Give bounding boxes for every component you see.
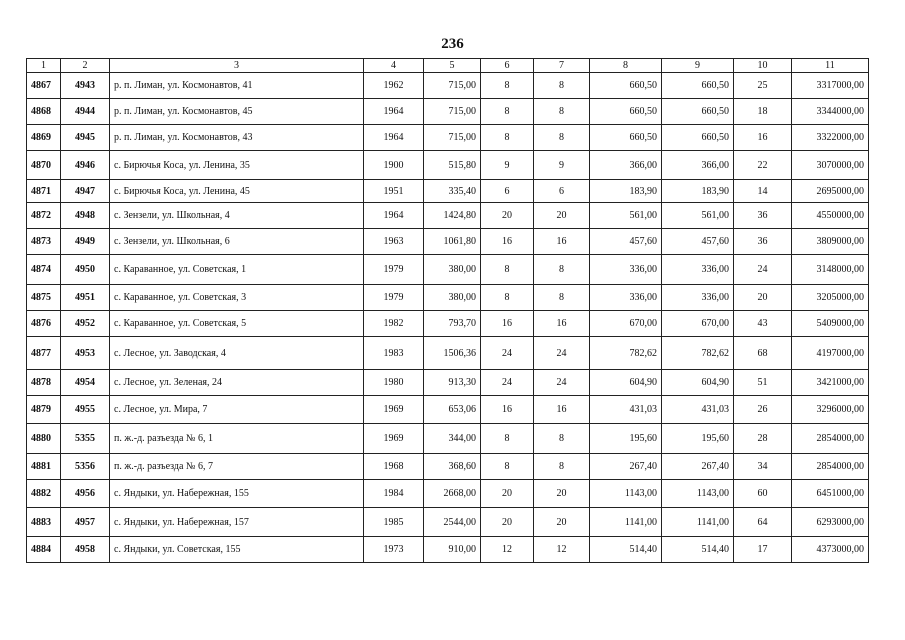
- column-number-9: 9: [662, 59, 734, 73]
- table-cell: 1424,80: [424, 203, 481, 229]
- table-cell: 366,00: [662, 151, 734, 180]
- table-cell: р. п. Лиман, ул. Космонавтов, 43: [110, 125, 364, 151]
- table-cell: 1985: [364, 508, 424, 537]
- table-cell: 782,62: [590, 337, 662, 370]
- table-row: [27, 285, 869, 311]
- table-cell: 12: [534, 537, 590, 563]
- table-cell: 5355: [61, 424, 110, 454]
- table-cell: 561,00: [590, 203, 662, 229]
- table-cell: 4877: [27, 337, 61, 370]
- table-cell: 4373000,00: [792, 537, 869, 563]
- column-number-1: 1: [27, 59, 61, 73]
- table-cell: 6451000,00: [792, 480, 869, 508]
- table-cell: 336,00: [590, 285, 662, 311]
- table-cell: 8: [481, 255, 534, 285]
- table-cell: 4869: [27, 125, 61, 151]
- table-cell: 8: [534, 454, 590, 480]
- table-cell: 3317000,00: [792, 73, 869, 99]
- column-number-11: 11: [792, 59, 869, 73]
- table-cell: 4870: [27, 151, 61, 180]
- table-cell: 12: [481, 537, 534, 563]
- table-cell: 1979: [364, 255, 424, 285]
- table-cell: 4944: [61, 99, 110, 125]
- table-cell: 20: [534, 480, 590, 508]
- table-cell: 793,70: [424, 311, 481, 337]
- table-cell: р. п. Лиман, ул. Космонавтов, 45: [110, 99, 364, 125]
- table-cell: 6: [534, 180, 590, 203]
- table-cell: 16: [481, 229, 534, 255]
- table-cell: 660,50: [590, 73, 662, 99]
- table-cell: 195,60: [662, 424, 734, 454]
- table-cell: 60: [734, 480, 792, 508]
- table-cell: 36: [734, 229, 792, 255]
- table-cell: 3205000,00: [792, 285, 869, 311]
- column-number-2: 2: [61, 59, 110, 73]
- table-cell: 8: [481, 454, 534, 480]
- table-cell: 4949: [61, 229, 110, 255]
- table-cell: 24: [481, 370, 534, 396]
- table-cell: 515,80: [424, 151, 481, 180]
- table-row: [27, 151, 869, 180]
- table-cell: 1964: [364, 125, 424, 151]
- table-cell: 8: [534, 73, 590, 99]
- table-cell: 3070000,00: [792, 151, 869, 180]
- table-cell: п. ж.-д. разъезда № 6, 1: [110, 424, 364, 454]
- housing-register-table: [26, 58, 869, 563]
- table-cell: 4879: [27, 396, 61, 424]
- table-cell: 4957: [61, 508, 110, 537]
- table-cell: 18: [734, 99, 792, 125]
- table-cell: 3344000,00: [792, 99, 869, 125]
- table-cell: 8: [481, 125, 534, 151]
- table-cell: 457,60: [662, 229, 734, 255]
- table-row: [27, 99, 869, 125]
- table-cell: с. Зензели, ул. Школьная, 4: [110, 203, 364, 229]
- table-cell: 14: [734, 180, 792, 203]
- table-cell: 561,00: [662, 203, 734, 229]
- table-cell: 1982: [364, 311, 424, 337]
- table-row: [27, 229, 869, 255]
- table-cell: 4954: [61, 370, 110, 396]
- table-cell: 267,40: [590, 454, 662, 480]
- table-cell: 336,00: [662, 255, 734, 285]
- table-cell: 1141,00: [662, 508, 734, 537]
- page-number: 236: [441, 36, 464, 52]
- table-cell: 4883: [27, 508, 61, 537]
- table-cell: 3421000,00: [792, 370, 869, 396]
- column-number-5: 5: [424, 59, 481, 73]
- table-row: [27, 203, 869, 229]
- table-cell: 1962: [364, 73, 424, 99]
- table-cell: 913,30: [424, 370, 481, 396]
- table-cell: 8: [481, 285, 534, 311]
- table-cell: 8: [481, 73, 534, 99]
- table-cell: 715,00: [424, 99, 481, 125]
- table-cell: 4876: [27, 311, 61, 337]
- table-cell: 1506,36: [424, 337, 481, 370]
- table-cell: 20: [481, 508, 534, 537]
- table-cell: 51: [734, 370, 792, 396]
- table-cell: 344,00: [424, 424, 481, 454]
- table-cell: 6293000,00: [792, 508, 869, 537]
- table-row: [27, 424, 869, 454]
- table-cell: 4953: [61, 337, 110, 370]
- table-cell: 4943: [61, 73, 110, 99]
- table-row: [27, 311, 869, 337]
- table-cell: 34: [734, 454, 792, 480]
- table-cell: 4878: [27, 370, 61, 396]
- table-row: [27, 180, 869, 203]
- table-cell: 24: [534, 370, 590, 396]
- table-cell: 16: [534, 311, 590, 337]
- table-cell: 715,00: [424, 73, 481, 99]
- table-row: [27, 255, 869, 285]
- table-cell: 431,03: [590, 396, 662, 424]
- table-cell: 3296000,00: [792, 396, 869, 424]
- table-row: [27, 537, 869, 563]
- table-cell: 20: [734, 285, 792, 311]
- table-cell: 4950: [61, 255, 110, 285]
- table-cell: 604,90: [590, 370, 662, 396]
- table-cell: 336,00: [662, 285, 734, 311]
- table-cell: 24: [534, 337, 590, 370]
- table-cell: 660,50: [662, 73, 734, 99]
- table-cell: 9: [481, 151, 534, 180]
- table-cell: 3809000,00: [792, 229, 869, 255]
- table-row: [27, 508, 869, 537]
- table-cell: с. Караванное, ул. Советская, 3: [110, 285, 364, 311]
- table-cell: 8: [534, 424, 590, 454]
- table-cell: 715,00: [424, 125, 481, 151]
- table-cell: 4946: [61, 151, 110, 180]
- table-row: [27, 396, 869, 424]
- table-cell: 910,00: [424, 537, 481, 563]
- table-cell: с. Бирючья Коса, ул. Ленина, 35: [110, 151, 364, 180]
- table-cell: 1964: [364, 99, 424, 125]
- column-number-3: 3: [110, 59, 364, 73]
- table-cell: 670,00: [662, 311, 734, 337]
- table-cell: с. Караванное, ул. Советская, 5: [110, 311, 364, 337]
- table-cell: 24: [481, 337, 534, 370]
- table-cell: 4871: [27, 180, 61, 203]
- table-cell: 4882: [27, 480, 61, 508]
- table-cell: с. Яндыки, ул. Советская, 155: [110, 537, 364, 563]
- table-row: [27, 73, 869, 99]
- table-cell: 4955: [61, 396, 110, 424]
- table-cell: 2854000,00: [792, 424, 869, 454]
- table-cell: 457,60: [590, 229, 662, 255]
- table-cell: 4874: [27, 255, 61, 285]
- table-cell: 1979: [364, 285, 424, 311]
- column-number-8: 8: [590, 59, 662, 73]
- table-cell: 336,00: [590, 255, 662, 285]
- table-cell: 335,40: [424, 180, 481, 203]
- table-cell: 28: [734, 424, 792, 454]
- table-cell: 1968: [364, 454, 424, 480]
- table-cell: с. Караванное, ул. Советская, 1: [110, 255, 364, 285]
- table-cell: с. Зензели, ул. Школьная, 6: [110, 229, 364, 255]
- table-cell: 2695000,00: [792, 180, 869, 203]
- table-cell: 1969: [364, 396, 424, 424]
- table-cell: 782,62: [662, 337, 734, 370]
- table-cell: 4948: [61, 203, 110, 229]
- table-cell: 604,90: [662, 370, 734, 396]
- table-cell: 20: [534, 203, 590, 229]
- table-cell: 9: [534, 151, 590, 180]
- table-cell: 8: [481, 99, 534, 125]
- column-number-7: 7: [534, 59, 590, 73]
- table-cell: 2854000,00: [792, 454, 869, 480]
- table-cell: 267,40: [662, 454, 734, 480]
- table-cell: 4873: [27, 229, 61, 255]
- table-cell: 4945: [61, 125, 110, 151]
- table-cell: 4875: [27, 285, 61, 311]
- table-cell: 4958: [61, 537, 110, 563]
- table-cell: 4868: [27, 99, 61, 125]
- table-cell: 514,40: [590, 537, 662, 563]
- table-cell: 1951: [364, 180, 424, 203]
- table-cell: 4881: [27, 454, 61, 480]
- table-cell: 380,00: [424, 285, 481, 311]
- table-cell: 4951: [61, 285, 110, 311]
- table-cell: 25: [734, 73, 792, 99]
- table-cell: 4884: [27, 537, 61, 563]
- table-cell: 16: [734, 125, 792, 151]
- table-cell: 4880: [27, 424, 61, 454]
- table-cell: 4956: [61, 480, 110, 508]
- table-cell: 1980: [364, 370, 424, 396]
- table-cell: 1983: [364, 337, 424, 370]
- table-cell: 660,50: [662, 99, 734, 125]
- table-cell: 17: [734, 537, 792, 563]
- table-cell: 670,00: [590, 311, 662, 337]
- table-cell: 8: [534, 285, 590, 311]
- table-row: [27, 337, 869, 370]
- table-cell: с. Яндыки, ул. Набережная, 157: [110, 508, 364, 537]
- table-cell: 183,90: [662, 180, 734, 203]
- table-cell: 36: [734, 203, 792, 229]
- table-cell: 660,50: [662, 125, 734, 151]
- table-cell: с. Лесное, ул. Мира, 7: [110, 396, 364, 424]
- table-row: [27, 370, 869, 396]
- table-cell: 4872: [27, 203, 61, 229]
- table-cell: 514,40: [662, 537, 734, 563]
- table-cell: 1900: [364, 151, 424, 180]
- table-row: [27, 454, 869, 480]
- table-cell: 16: [481, 311, 534, 337]
- table-cell: 4952: [61, 311, 110, 337]
- table-cell: 195,60: [590, 424, 662, 454]
- table-cell: 43: [734, 311, 792, 337]
- table-row: [27, 480, 869, 508]
- table-cell: 1984: [364, 480, 424, 508]
- table-cell: 16: [534, 229, 590, 255]
- table-cell: 20: [481, 480, 534, 508]
- table-cell: 660,50: [590, 99, 662, 125]
- table-cell: с. Яндыки, ул. Набережная, 155: [110, 480, 364, 508]
- table-cell: 431,03: [662, 396, 734, 424]
- table-cell: 16: [481, 396, 534, 424]
- table-cell: 8: [534, 125, 590, 151]
- table-cell: 4867: [27, 73, 61, 99]
- table-cell: 1969: [364, 424, 424, 454]
- table-cell: 1963: [364, 229, 424, 255]
- table-cell: 4947: [61, 180, 110, 203]
- table-cell: 2668,00: [424, 480, 481, 508]
- table-cell: 20: [534, 508, 590, 537]
- table-cell: с. Лесное, ул. Заводская, 4: [110, 337, 364, 370]
- table-cell: с. Лесное, ул. Зеленая, 24: [110, 370, 364, 396]
- table-cell: 64: [734, 508, 792, 537]
- table-cell: 2544,00: [424, 508, 481, 537]
- table-cell: 1143,00: [590, 480, 662, 508]
- table-row: [27, 125, 869, 151]
- table-cell: 5409000,00: [792, 311, 869, 337]
- table-cell: 24: [734, 255, 792, 285]
- table-cell: 8: [534, 255, 590, 285]
- table-cell: 4197000,00: [792, 337, 869, 370]
- table-cell: п. ж.-д. разъезда № 6, 7: [110, 454, 364, 480]
- table-cell: 653,06: [424, 396, 481, 424]
- table-cell: 8: [481, 424, 534, 454]
- table-cell: р. п. Лиман, ул. Космонавтов, 41: [110, 73, 364, 99]
- table-cell: 1061,80: [424, 229, 481, 255]
- table-cell: 8: [534, 99, 590, 125]
- table-cell: 1973: [364, 537, 424, 563]
- table-cell: 366,00: [590, 151, 662, 180]
- table-cell: 368,60: [424, 454, 481, 480]
- column-number-6: 6: [481, 59, 534, 73]
- table-cell: 1143,00: [662, 480, 734, 508]
- table-cell: 6: [481, 180, 534, 203]
- column-number-4: 4: [364, 59, 424, 73]
- table-cell: с. Бирючья Коса, ул. Ленина, 45: [110, 180, 364, 203]
- table-cell: 5356: [61, 454, 110, 480]
- table-cell: 1141,00: [590, 508, 662, 537]
- table-cell: 183,90: [590, 180, 662, 203]
- table-cell: 16: [534, 396, 590, 424]
- table-cell: 380,00: [424, 255, 481, 285]
- table-cell: 3322000,00: [792, 125, 869, 151]
- column-number-10: 10: [734, 59, 792, 73]
- table-cell: 660,50: [590, 125, 662, 151]
- table-cell: 20: [481, 203, 534, 229]
- table-cell: 26: [734, 396, 792, 424]
- table-cell: 68: [734, 337, 792, 370]
- table-cell: 3148000,00: [792, 255, 869, 285]
- table-header-row: [27, 59, 869, 73]
- table-cell: 1964: [364, 203, 424, 229]
- table-cell: 4550000,00: [792, 203, 869, 229]
- table-cell: 22: [734, 151, 792, 180]
